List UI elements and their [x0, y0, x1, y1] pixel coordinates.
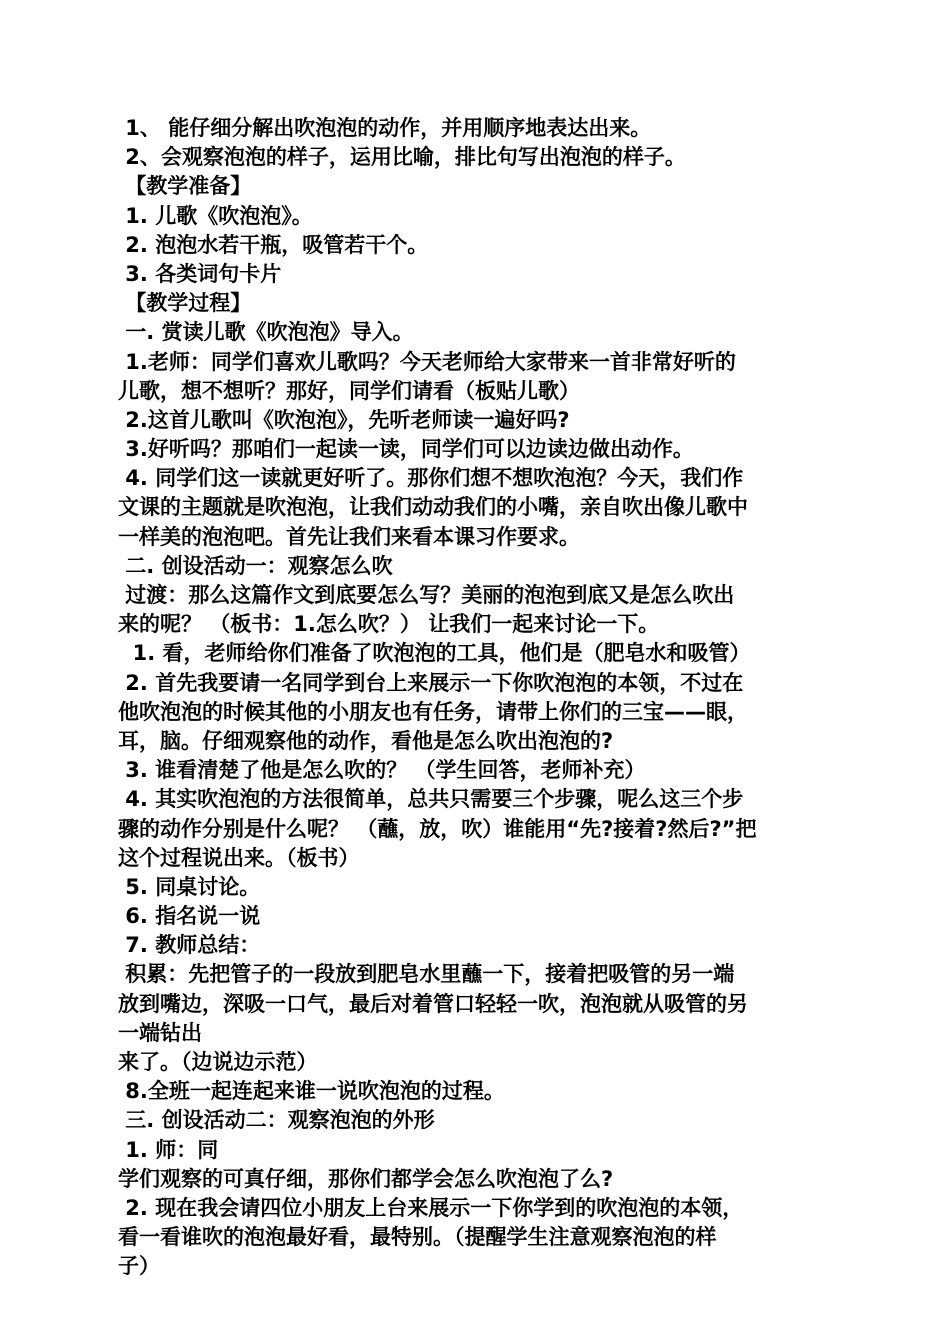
text-line: 耳，脑。仔细观察他的动作，看他是怎么吹出泡泡的?	[118, 728, 614, 753]
section-heading: 三. 创设活动二：观察泡泡的外形	[118, 1108, 435, 1133]
text-line: 1. 儿歌《吹泡泡》。	[118, 203, 313, 228]
text-line: 看一看谁吹的泡泡最好看，最特别。（提醒学生注意观察泡泡的样	[118, 1225, 717, 1250]
text-line: 3. 谁看清楚了他是怎么吹的？ （学生回答，老师补充）	[118, 758, 646, 783]
section-heading: 【教学准备】	[118, 174, 252, 199]
text-line: 这个过程说出来。（板书）	[118, 845, 360, 870]
text-line: 放到嘴边，深吸一口气，最后对着管口轻轻一吹，泡泡就从吸管的另	[118, 991, 748, 1016]
text-line: 2. 现在我会请四位小朋友上台来展示一下你学到的吹泡泡的本领，	[118, 1195, 744, 1220]
text-line: 7. 教师总结：	[118, 933, 261, 958]
text-line: 来了。（边说边示范）	[118, 1050, 318, 1074]
text-line: 1、 能仔细分解出吹泡泡的动作，并用顺序地表达出来。	[118, 116, 652, 140]
text-line: 文课的主题就是吹泡泡，让我们动动我们的小嘴，亲自吹出像儿歌中	[118, 495, 748, 520]
text-line: 2. 泡泡水若干瓶，吸管若干个。	[118, 232, 429, 257]
text-line: 学们观察的可真仔细，那你们都学会怎么吹泡泡了么?	[118, 1166, 614, 1191]
section-heading: 【教学过程】	[118, 291, 252, 316]
document-body	[118, 114, 840, 1282]
text-line: 4. 其实吹泡泡的方法很简单，总共只需要三个步骤，呢么这三个步	[118, 787, 744, 812]
text-line: 一样美的泡泡吧。首先让我们来看本课习作要求。	[118, 524, 580, 549]
text-line: 2.这首儿歌叫《吹泡泡》，先听老师读一遍好吗?	[118, 407, 570, 432]
text-line: 儿歌，想不想听？那好，同学们请看（板贴儿歌）	[118, 378, 580, 403]
text-line: 子）	[118, 1254, 160, 1279]
text-line: 2. 首先我要请一名同学到台上来展示一下你吹泡泡的本领，不过在	[118, 670, 744, 695]
text-line: 4. 同学们这一读就更好听了。那你们想不想吹泡泡？今天，我们作	[118, 466, 744, 491]
text-line: 2、会观察泡泡的样子，运用比喻，排比句写出泡泡的样子。	[118, 145, 686, 170]
text-line: 过渡：那么这篇作文到底要怎么写？美丽的泡泡到底又是怎么吹出	[118, 583, 735, 607]
section-heading: 一. 赏读儿歌《吹泡泡》导入。	[118, 320, 414, 345]
text-line: 积累：先把管子的一段放到肥皂水里蘸一下，接着把吸管的另一端	[118, 962, 735, 987]
text-line: 一端钻出	[118, 1020, 202, 1045]
text-line: 骤的动作分别是什么呢？ （蘸，放，吹）谁能用“先?接着?然后?”把	[118, 816, 757, 841]
text-line: 1. 师：同	[118, 1137, 219, 1162]
text-line: 3. 各类词句卡片	[118, 261, 282, 286]
text-line: 8.全班一起连起来谁一说吹泡泡的过程。	[118, 1079, 505, 1104]
text-line: 1. 看，老师给你们准备了吹泡泡的工具，他们是（肥皂水和吸管）	[118, 641, 751, 666]
text-line: 3.好听吗？那咱们一起读一读，同学们可以边读边做出动作。	[118, 437, 694, 462]
text-line: 1.老师：同学们喜欢儿歌吗？今天老师给大家带来一首非常好听的	[118, 349, 736, 374]
text-line: 6. 指名说一说	[118, 904, 261, 929]
section-heading: 二. 创设活动一：观察怎么吹	[118, 553, 393, 578]
text-line: 来的呢？ （板书：1.怎么吹？） 让我们一起来讨论一下。	[118, 612, 660, 637]
text-line: 5. 同桌讨论。	[118, 874, 261, 899]
text-line: 他吹泡泡的时候其他的小朋友也有任务，请带上你们的三宝——眼，	[118, 699, 748, 724]
